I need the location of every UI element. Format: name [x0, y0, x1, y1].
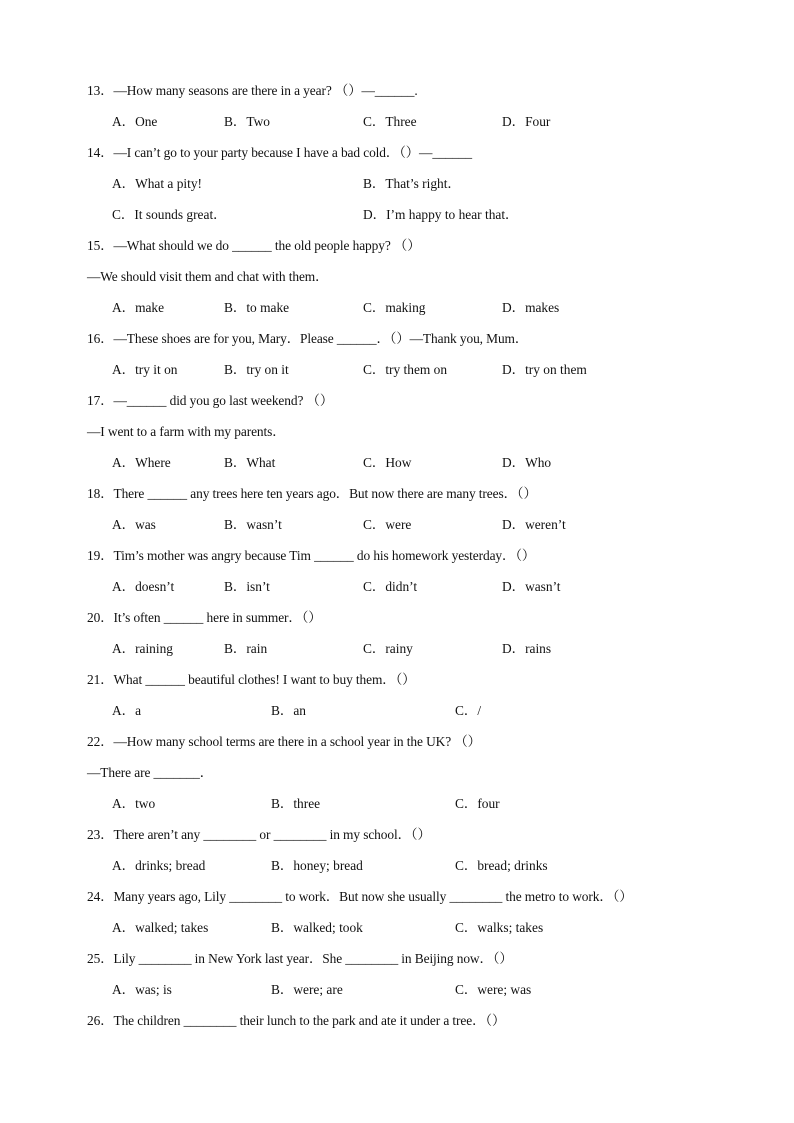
- question-text: The children ________ their lunch to the park and ate it under a tree．（）: [113, 1013, 506, 1028]
- question-stem: [87, 948, 727, 979]
- option-letter: B．: [224, 114, 247, 129]
- option-letter: A．: [112, 920, 136, 935]
- question-text: —How many school terms are there in a school year in the UK? （）: [113, 734, 481, 749]
- option-letter: C．: [455, 703, 478, 718]
- option-letter: A．: [112, 114, 136, 129]
- question-number: 20．: [87, 610, 114, 625]
- question-number: 19．: [87, 548, 114, 563]
- option-text: was: [135, 517, 156, 532]
- option-letter: A．: [112, 455, 136, 470]
- option-a[interactable]: [112, 700, 141, 722]
- option-text: Three: [385, 114, 417, 129]
- option-c[interactable]: [112, 204, 227, 226]
- option-letter: B．: [224, 641, 247, 656]
- option-c[interactable]: [363, 359, 447, 381]
- question-25: [87, 948, 727, 1010]
- question-24: [87, 886, 727, 948]
- option-text: Who: [525, 455, 552, 470]
- option-text: raining: [135, 641, 173, 656]
- option-text: I’m happy to hear that．: [386, 207, 519, 222]
- question-number: 13．: [87, 83, 114, 98]
- question-14: [87, 142, 727, 235]
- question-stem: [87, 607, 727, 638]
- question-stem-continuation: [87, 421, 727, 452]
- option-a[interactable]: [112, 297, 164, 319]
- option-letter: B．: [224, 579, 247, 594]
- option-text: honey; bread: [293, 858, 363, 873]
- question-stem: [87, 80, 727, 111]
- option-a[interactable]: [112, 111, 157, 133]
- option-text: weren’t: [525, 517, 566, 532]
- option-letter: C．: [363, 517, 386, 532]
- option-b[interactable]: [363, 173, 461, 195]
- question-22: [87, 731, 727, 824]
- option-letter: A．: [112, 796, 136, 811]
- option-letter: A．: [112, 858, 136, 873]
- option-text: Where: [135, 455, 171, 470]
- question-stem: [87, 235, 727, 266]
- option-row: [87, 297, 727, 328]
- option-letter: C．: [455, 920, 478, 935]
- option-text: walked; takes: [135, 920, 209, 935]
- question-stem: [87, 483, 727, 514]
- question-stem: [87, 886, 727, 917]
- option-letter: C．: [363, 579, 386, 594]
- option-d[interactable]: [502, 297, 559, 319]
- question-text: There aren’t any ________ or ________ in my school．（）: [113, 827, 431, 842]
- question-list: [87, 80, 727, 1041]
- option-text: four: [477, 796, 500, 811]
- option-b[interactable]: [224, 452, 275, 474]
- option-d[interactable]: [502, 514, 566, 536]
- option-letter: A．: [112, 517, 136, 532]
- question-text: —I can’t go to your party because I have a bad cold．（）—______: [113, 145, 472, 160]
- option-b[interactable]: [271, 917, 363, 939]
- question-stem: [87, 142, 727, 173]
- option-b[interactable]: [224, 576, 270, 598]
- question-text: —How many seasons are there in a year? （）—______.: [113, 83, 418, 98]
- option-text: What: [246, 455, 276, 470]
- option-text: That’s right．: [385, 176, 461, 191]
- option-c[interactable]: [455, 793, 500, 815]
- option-row: [87, 917, 727, 948]
- option-text: rain: [246, 641, 268, 656]
- option-text: wasn’t: [525, 579, 561, 594]
- option-letter: A．: [112, 579, 136, 594]
- option-row: [87, 638, 727, 669]
- option-text: were; was: [477, 982, 532, 997]
- question-text: What ______ beautiful clothes! I want to buy them．（）: [113, 672, 416, 687]
- question-number: 21．: [87, 672, 114, 687]
- option-d[interactable]: [502, 111, 550, 133]
- option-c[interactable]: [363, 576, 417, 598]
- option-d[interactable]: [363, 204, 518, 226]
- question-text: —I went to a farm with my parents．: [87, 424, 286, 439]
- option-a[interactable]: [112, 359, 177, 381]
- option-text: were: [385, 517, 412, 532]
- option-row: [87, 173, 727, 204]
- option-text: /: [477, 703, 482, 718]
- option-text: rains: [525, 641, 552, 656]
- option-letter: C．: [363, 641, 386, 656]
- question-23: [87, 824, 727, 886]
- question-text: —What should we do ______ the old people happy? （）: [113, 238, 421, 253]
- question-stem-continuation: [87, 266, 727, 297]
- question-text: Lily ________ in New York last year．She ________ in Beijing now．（）: [113, 951, 513, 966]
- question-text: —We should visit them and chat with them．: [87, 269, 329, 284]
- option-b[interactable]: [224, 638, 267, 660]
- option-text: doesn’t: [135, 579, 175, 594]
- option-text: was; is: [135, 982, 172, 997]
- option-text: walks; takes: [477, 920, 544, 935]
- option-text: didn’t: [385, 579, 418, 594]
- question-text: Tim’s mother was angry because Tim ______ do his homework yesterday．（）: [113, 548, 536, 563]
- option-text: makes: [525, 300, 560, 315]
- question-number: 18．: [87, 486, 114, 501]
- option-letter: B．: [224, 455, 247, 470]
- option-b[interactable]: [271, 979, 343, 1001]
- question-18: [87, 483, 727, 545]
- question-20: [87, 607, 727, 669]
- option-a[interactable]: [112, 514, 156, 536]
- option-letter: B．: [271, 796, 294, 811]
- option-a[interactable]: [112, 173, 202, 195]
- option-row: [87, 452, 727, 483]
- option-b[interactable]: [224, 359, 289, 381]
- option-letter: D．: [363, 207, 387, 222]
- question-number: 24．: [87, 889, 114, 904]
- option-letter: D．: [502, 362, 526, 377]
- option-c[interactable]: [455, 917, 543, 939]
- question-number: 26．: [87, 1013, 114, 1028]
- option-c[interactable]: [455, 979, 531, 1001]
- question-stem-continuation: [87, 762, 727, 793]
- option-letter: A．: [112, 362, 136, 377]
- option-text: How: [385, 455, 412, 470]
- question-16: [87, 328, 727, 390]
- question-number: 25．: [87, 951, 114, 966]
- option-b[interactable]: [271, 855, 363, 877]
- question-number: 23．: [87, 827, 114, 842]
- question-text: Many years ago, Lily ________ to work．But now she usually ________ the metro to work．（）: [113, 889, 633, 904]
- question-stem: [87, 390, 727, 421]
- option-letter: B．: [271, 920, 294, 935]
- option-letter: C．: [455, 796, 478, 811]
- question-text: —______ did you go last weekend? （）: [113, 393, 334, 408]
- option-a[interactable]: [112, 855, 205, 877]
- option-text: What a pity!: [135, 176, 202, 191]
- option-d[interactable]: [502, 576, 561, 598]
- option-text: isn’t: [246, 579, 270, 594]
- option-c[interactable]: [455, 855, 548, 877]
- question-number: 22．: [87, 734, 114, 749]
- option-row: [87, 111, 727, 142]
- option-letter: A．: [112, 176, 136, 191]
- option-text: bread; drinks: [477, 858, 548, 873]
- question-stem: [87, 328, 727, 359]
- question-text: It’s often ______ here in summer．（）: [113, 610, 322, 625]
- option-text: making: [385, 300, 426, 315]
- option-row: [87, 855, 727, 886]
- question-19: [87, 545, 727, 607]
- option-text: Four: [525, 114, 551, 129]
- option-row: [87, 793, 727, 824]
- option-b[interactable]: [224, 297, 289, 319]
- option-text: drinks; bread: [135, 858, 206, 873]
- option-letter: B．: [363, 176, 386, 191]
- option-row: [87, 514, 727, 545]
- option-text: rainy: [385, 641, 413, 656]
- question-number: 17．: [87, 393, 114, 408]
- question-15: [87, 235, 727, 328]
- question-stem: [87, 669, 727, 700]
- question-text: —There are _______．: [87, 765, 214, 780]
- question-text: There ______ any trees here ten years ago．But now there are many trees．（）: [113, 486, 537, 501]
- option-c[interactable]: [363, 514, 411, 536]
- option-letter: B．: [224, 362, 247, 377]
- option-letter: D．: [502, 455, 526, 470]
- option-text: to make: [246, 300, 290, 315]
- option-a[interactable]: [112, 917, 208, 939]
- option-letter: A．: [112, 982, 136, 997]
- question-26: [87, 1010, 727, 1041]
- option-row: [87, 576, 727, 607]
- option-letter: D．: [502, 641, 526, 656]
- option-c[interactable]: [363, 297, 426, 319]
- question-number: 16．: [87, 331, 114, 346]
- option-a[interactable]: [112, 979, 172, 1001]
- option-row: [87, 359, 727, 390]
- option-text: try them on: [385, 362, 448, 377]
- question-stem: [87, 545, 727, 576]
- question-text: —These shoes are for you, Mary．Please ______．（）—Thank you, Mum．: [113, 331, 529, 346]
- option-letter: C．: [455, 982, 478, 997]
- option-text: try it on: [135, 362, 178, 377]
- option-c[interactable]: [363, 111, 417, 133]
- option-letter: D．: [502, 114, 526, 129]
- option-letter: A．: [112, 300, 136, 315]
- option-d[interactable]: [502, 359, 587, 381]
- option-text: try on it: [246, 362, 289, 377]
- option-letter: D．: [502, 517, 526, 532]
- option-letter: B．: [271, 858, 294, 873]
- option-text: an: [293, 703, 306, 718]
- option-text: wasn’t: [246, 517, 282, 532]
- option-letter: B．: [224, 300, 247, 315]
- option-letter: B．: [224, 517, 247, 532]
- option-text: It sounds great．: [134, 207, 227, 222]
- question-13: [87, 80, 727, 142]
- option-d[interactable]: [502, 638, 551, 660]
- option-letter: D．: [502, 300, 526, 315]
- option-text: Two: [246, 114, 270, 129]
- option-row: [87, 700, 727, 731]
- option-text: try on them: [525, 362, 587, 377]
- option-letter: D．: [502, 579, 526, 594]
- option-text: three: [293, 796, 321, 811]
- option-letter: C．: [455, 858, 478, 873]
- option-a[interactable]: [112, 793, 155, 815]
- option-letter: C．: [363, 300, 386, 315]
- option-letter: B．: [271, 982, 294, 997]
- question-number: 14．: [87, 145, 114, 160]
- option-text: make: [135, 300, 165, 315]
- option-a[interactable]: [112, 452, 171, 474]
- question-21: [87, 669, 727, 731]
- option-row: [87, 204, 727, 235]
- option-b[interactable]: [224, 514, 282, 536]
- option-a[interactable]: [112, 576, 174, 598]
- option-letter: C．: [363, 114, 386, 129]
- option-c[interactable]: [363, 638, 413, 660]
- option-letter: A．: [112, 641, 136, 656]
- option-row: [87, 979, 727, 1010]
- question-17: [87, 390, 727, 483]
- option-d[interactable]: [502, 452, 551, 474]
- option-text: two: [135, 796, 156, 811]
- option-c[interactable]: [455, 700, 481, 722]
- option-b[interactable]: [271, 793, 320, 815]
- option-text: were; are: [293, 982, 343, 997]
- option-letter: C．: [363, 362, 386, 377]
- option-letter: C．: [363, 455, 386, 470]
- option-text: a: [135, 703, 142, 718]
- option-letter: B．: [271, 703, 294, 718]
- question-stem: [87, 824, 727, 855]
- option-letter: C．: [112, 207, 135, 222]
- question-stem: [87, 731, 727, 762]
- option-letter: A．: [112, 703, 136, 718]
- option-c[interactable]: [363, 452, 411, 474]
- option-a[interactable]: [112, 638, 173, 660]
- question-stem: [87, 1010, 727, 1041]
- option-text: walked; took: [293, 920, 363, 935]
- option-b[interactable]: [271, 700, 306, 722]
- option-text: One: [135, 114, 158, 129]
- option-b[interactable]: [224, 111, 270, 133]
- question-number: 15．: [87, 238, 114, 253]
